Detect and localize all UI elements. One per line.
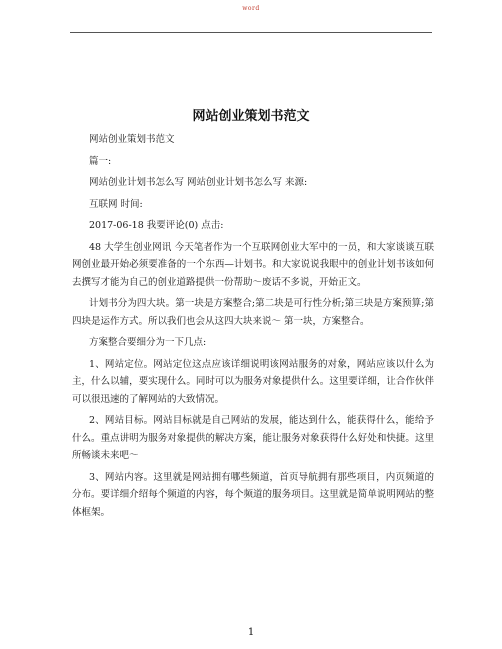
document-body	[72, 131, 434, 525]
header-watermark: word	[242, 5, 260, 12]
header-rule	[70, 32, 432, 33]
source-line: 网站创业计划书怎么写 网站创业计划书怎么写 来源:	[89, 177, 308, 188]
body-paragraph: 方案整合要细分为一下几点:	[89, 337, 207, 348]
date-line: 2017-06-18 我要评论(0) 点击:	[89, 220, 224, 231]
section-label: 篇一:	[89, 155, 112, 167]
time-line: 互联网 时间:	[89, 198, 143, 210]
subtitle-line: 网站创业策划书范文	[89, 134, 175, 145]
body-paragraph: 48 大学生创业网讯 今天笔者作为一个互联网创业大军中的一员，和大家谈谈互联网创业最开始必须要准备的一个东西—计划书。和大家说说我眼中的创业计划书该如何去撰写才能为自己的创业道路提供一份帮助～废话不多说，开始正文。	[72, 241, 434, 288]
body-paragraph: 计划书分为四大块。第一块是方案整合;第二块是可行性分析;第三块是方案预算;第四块是运作方式。所以我们也会从这四大块来说～ 第一块，方案整合。	[72, 298, 434, 327]
body-paragraph: 1、网站定位。网站定位这点应该详细说明该网站服务的对象，网站应该以什么为主，什么以辅，要实现什么。同时可以为服务对象提供什么。这里要详细，让合作伙伴可以很迅速的了解网站的大致情况。	[72, 358, 434, 405]
page-number: 1	[247, 627, 255, 638]
document-title: 网站创业策划书范文	[192, 109, 310, 124]
body-paragraph: 2、网站目标。网站目标就是自己网站的发展，能达到什么，能获得什么，能给予什么。重点讲明为服务对象提供的解决方案，能让服务对象获得什么好处和快捷。这里所畅谈未来吧～	[72, 415, 434, 461]
body-paragraph: 3、网站内容。这里就是网站拥有哪些频道，首页导航拥有那些项目，内页频道的分布。要详细介绍每个频道的内容，每个频道的服务项目。这里就是简单说明网站的整体框架。	[72, 471, 434, 518]
